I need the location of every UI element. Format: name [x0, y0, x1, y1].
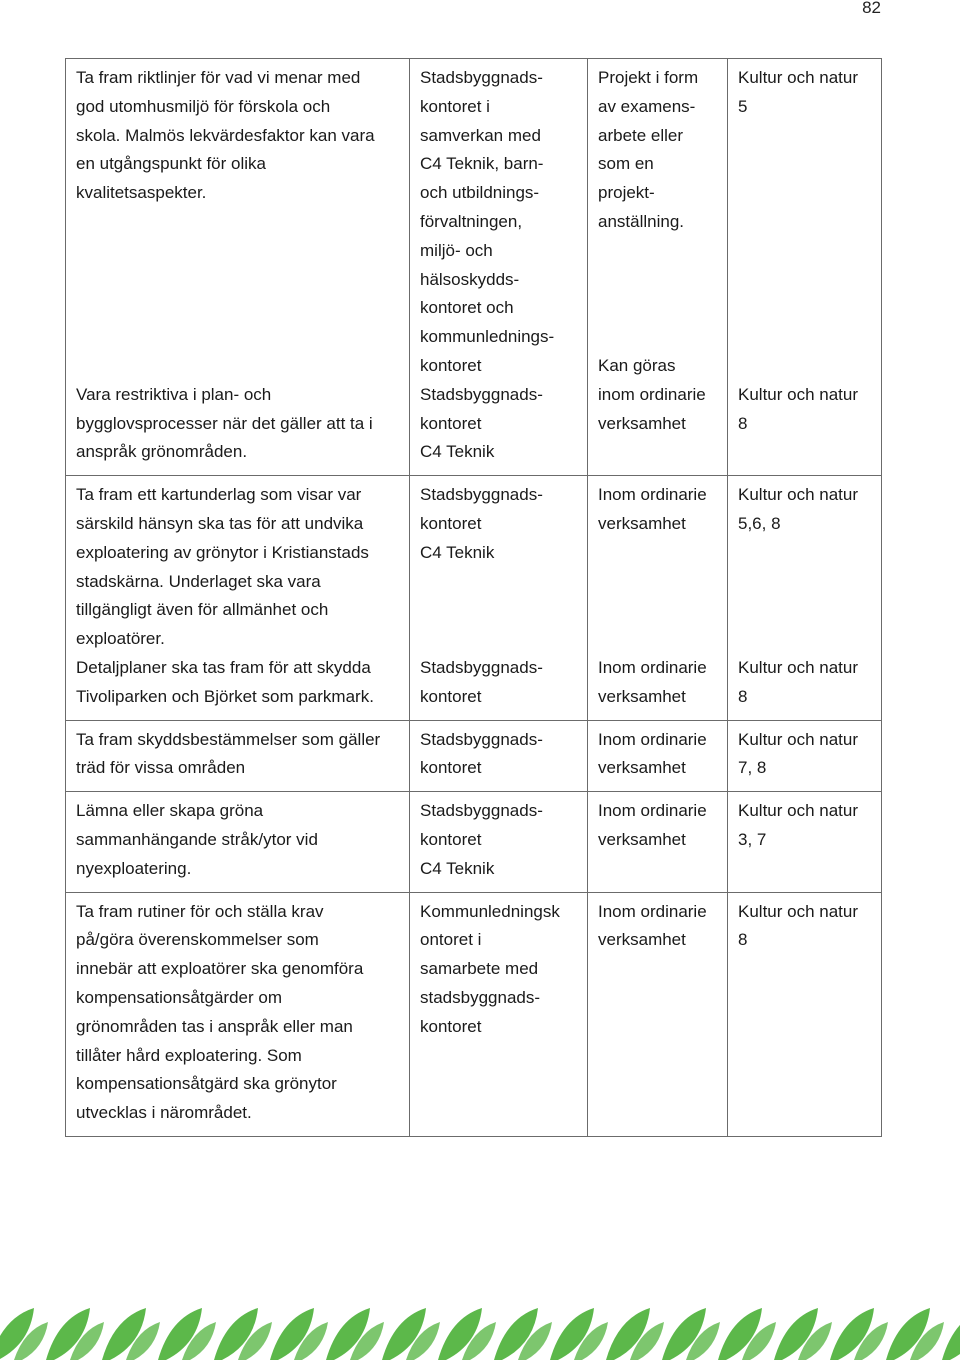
cell-text-line: Detaljplaner ska tas fram för att skydda [76, 657, 371, 677]
leaf-shape [942, 1308, 960, 1360]
cell-text-line [738, 323, 873, 352]
cell-text-line: Ta fram skyddsbestämmelser som gäller [76, 729, 381, 749]
cell-text-line: särskild hänsyn ska tas för att undvika [76, 513, 364, 533]
cell-text-line: kontoret [420, 513, 482, 533]
cell-text-line: sammanhängande stråk/ytor vid [76, 829, 318, 849]
cell-entry [76, 726, 401, 784]
table-cell [728, 476, 882, 720]
cell-entry [738, 726, 873, 784]
cell-text-line: Stadsbyggnads- [420, 68, 543, 87]
cell-text-line [76, 237, 401, 266]
cell-text-line [76, 266, 401, 295]
cell-text-line: träd för vissa områden [76, 758, 246, 778]
cell-text-line [598, 596, 719, 625]
cell-text-line: och utbildnings- [420, 183, 540, 203]
cell-text-line: på/göra överenskommelser som [76, 930, 319, 950]
cell-entry [598, 481, 719, 654]
cell-text-line: projekt- [598, 183, 655, 203]
cell-text-line [598, 237, 719, 266]
cell-text-line: Kultur och natur [738, 68, 859, 87]
cell-text-line: 8 [738, 686, 748, 706]
table-cell [588, 59, 728, 476]
cell-text-line: 5,6, 8 [738, 513, 781, 533]
cell-text-line: verksamhet [598, 930, 686, 950]
cell-entry [420, 797, 579, 883]
table-cell [66, 792, 410, 892]
cell-text-line [598, 539, 719, 568]
cell-text-line: verksamhet [598, 829, 686, 849]
table-row [66, 59, 882, 476]
cell-text-line: grönområden tas i anspråk eller man [76, 1016, 353, 1036]
cell-text-line: anställning. [598, 211, 685, 231]
cell-entry [738, 64, 873, 122]
cell-entry [738, 797, 873, 855]
cell-entry [76, 654, 401, 712]
table-cell [588, 476, 728, 720]
cell-text-line: exploatörer. [76, 629, 165, 649]
cell-text-line: miljö- och [420, 240, 493, 260]
cell-text-line: Stadsbyggnads- [420, 657, 543, 677]
cell-entry [76, 481, 401, 654]
cell-text-line: tillgängligt även för allmänhet och [76, 600, 329, 620]
cell-entry [420, 898, 579, 1042]
cell-text-line: samverkan med [420, 125, 541, 145]
table-cell [588, 892, 728, 1136]
table-body [66, 59, 882, 1137]
cell-text-line [598, 266, 719, 295]
cell-text-line [738, 568, 873, 597]
table-row [66, 720, 882, 792]
cell-text-line: förvaltningen, [420, 211, 523, 231]
cell-text-line: kontoret [420, 758, 482, 778]
table-row [66, 792, 882, 892]
cell-text-line: Ta fram riktlinjer för vad vi menar med [76, 68, 361, 87]
cell-text-line: verksamhet [598, 513, 686, 533]
cell-entry [598, 237, 719, 439]
cell-text-line: C4 Teknik, barn- [420, 154, 544, 174]
cell-entry [598, 898, 719, 956]
table-cell [588, 792, 728, 892]
cell-text-line [76, 323, 401, 352]
cell-entry [598, 797, 719, 855]
table-cell [410, 476, 588, 720]
cell-text-line [738, 237, 873, 266]
cell-text-line: en utgångspunkt för olika [76, 154, 266, 174]
cell-entry [76, 64, 401, 208]
table-cell [66, 892, 410, 1136]
cell-entry [738, 481, 873, 654]
cell-text-line: av examens- [598, 96, 696, 116]
cell-text-line: verksamhet [598, 686, 686, 706]
cell-text-line: innebär att exploatörer ska genomföra [76, 959, 364, 979]
cell-entry [420, 654, 579, 712]
table-cell [410, 892, 588, 1136]
cell-text-line: 8 [738, 413, 748, 433]
cell-text-line: Kultur och natur [738, 657, 859, 677]
cell-text-line: samarbete med [420, 959, 539, 979]
cell-text-line [598, 568, 719, 597]
cell-entry [420, 726, 579, 784]
cell-text-line: Kultur och natur [738, 801, 859, 821]
cell-entry [738, 122, 873, 439]
table-cell [410, 720, 588, 792]
table-cell [588, 720, 728, 792]
cell-text-line: kvalitetsaspekter. [76, 183, 207, 203]
cell-text-line: C4 Teknik [420, 858, 495, 878]
cell-text-line: bygglovsprocesser när det gäller att ta i [76, 413, 373, 433]
cell-text-line: inom ordinarie [598, 384, 706, 404]
cell-text-line: Kultur och natur [738, 384, 859, 404]
cell-text-line [420, 596, 579, 625]
cell-text-line: kontoret i [420, 96, 490, 116]
cell-text-line: 3, 7 [738, 829, 767, 849]
cell-entry [420, 481, 579, 654]
action-table [65, 58, 882, 1137]
cell-text-line: Tivoliparken och Björket som parkmark. [76, 686, 374, 706]
cell-entry [76, 898, 401, 1128]
cell-text-line: kontoret och [420, 298, 514, 318]
cell-text-line [738, 539, 873, 568]
table-cell [66, 59, 410, 476]
cell-text-line: 8 [738, 930, 748, 950]
footer-decoration [0, 1304, 960, 1360]
cell-text-line: nyexploatering. [76, 858, 192, 878]
cell-text-line: Inom ordinarie [598, 901, 707, 921]
cell-text-line: Kan göras [598, 355, 676, 375]
cell-text-line [738, 266, 873, 295]
cell-text-line [420, 625, 579, 654]
cell-text-line: Projekt i form [598, 68, 699, 87]
cell-text-line: tillåter hård exploatering. Som [76, 1045, 302, 1065]
cell-entry [420, 381, 579, 467]
table-cell [728, 892, 882, 1136]
table-cell [728, 720, 882, 792]
cell-entry [738, 654, 873, 712]
cell-text-line: kompensationsåtgärder om [76, 987, 283, 1007]
cell-text-line [738, 352, 873, 381]
cell-text-line: skola. Malmös lekvärdesfaktor kan vara [76, 125, 375, 145]
cell-text-line: kontoret [420, 829, 482, 849]
cell-text-line: Kultur och natur [738, 485, 859, 505]
cell-text-line: Kultur och natur [738, 901, 859, 921]
cell-text-line: Kommunledningsk [420, 901, 560, 921]
cell-text-line: kontoret [420, 686, 482, 706]
cell-text-line: Stadsbyggnads- [420, 729, 543, 749]
cell-text-line [738, 122, 873, 151]
cell-text-line: verksamhet [598, 413, 686, 433]
table-cell [410, 792, 588, 892]
cell-text-line: arbete eller [598, 125, 684, 145]
cell-text-line: Inom ordinarie [598, 485, 707, 505]
green-leaf-border-graphic [0, 1304, 960, 1360]
cell-text-line [76, 352, 401, 381]
cell-text-line: anspråk grönområden. [76, 442, 248, 462]
cell-text-line: Inom ordinarie [598, 657, 707, 677]
cell-text-line [738, 625, 873, 654]
cell-entry [598, 654, 719, 712]
cell-entry [738, 898, 873, 956]
cell-text-line: stadsbyggnads- [420, 987, 541, 1007]
table-cell [66, 476, 410, 720]
cell-text-line: verksamhet [598, 758, 686, 778]
table-row [66, 892, 882, 1136]
cell-text-line [76, 208, 401, 237]
cell-text-line [738, 179, 873, 208]
cell-entry [598, 64, 719, 237]
cell-entry [598, 726, 719, 784]
cell-text-line: 5 [738, 96, 748, 116]
cell-text-line: 7, 8 [738, 758, 767, 778]
cell-text-line: kontoret [420, 1016, 482, 1036]
cell-text-line: ontoret i [420, 930, 482, 950]
cell-text-line: Inom ordinarie [598, 729, 707, 749]
cell-entry [76, 208, 401, 467]
cell-text-line [738, 596, 873, 625]
cell-text-line [598, 625, 719, 654]
cell-text-line: Inom ordinarie [598, 801, 707, 821]
cell-text-line: kontoret [420, 413, 482, 433]
cell-text-line [738, 294, 873, 323]
cell-text-line: Kultur och natur [738, 729, 859, 749]
cell-text-line [598, 294, 719, 323]
cell-text-line: Ta fram rutiner för och ställa krav [76, 901, 324, 921]
cell-text-line: kompensationsåtgärd ska grönytor [76, 1074, 337, 1094]
cell-text-line: Stadsbyggnads- [420, 384, 543, 404]
cell-text-line: utvecklas i närområdet. [76, 1103, 252, 1123]
cell-text-line: kontoret [420, 355, 482, 375]
cell-text-line: god utomhusmiljö för förskola och [76, 96, 331, 116]
cell-text-line: som en [598, 154, 654, 174]
cell-text-line: kommunlednings- [420, 327, 555, 347]
cell-entry [76, 797, 401, 883]
table-cell [728, 59, 882, 476]
cell-text-line: stadskärna. Underlaget ska vara [76, 571, 321, 591]
cell-text-line: Lämna eller skapa gröna [76, 801, 264, 821]
cell-text-line [738, 150, 873, 179]
cell-text-line: Stadsbyggnads- [420, 485, 543, 505]
cell-text-line: C4 Teknik [420, 442, 495, 462]
cell-text-line: C4 Teknik [420, 542, 495, 562]
cell-text-line [76, 294, 401, 323]
cell-text-line: Stadsbyggnads- [420, 801, 543, 821]
table-cell [66, 720, 410, 792]
cell-text-line [420, 568, 579, 597]
table-cell [410, 59, 588, 476]
cell-text-line: Ta fram ett kartunderlag som visar var [76, 485, 362, 505]
cell-text-line: exploatering av grönytor i Kristianstads [76, 542, 369, 562]
cell-text-line [738, 208, 873, 237]
cell-text-line: Vara restriktiva i plan- och [76, 384, 272, 404]
cell-entry [420, 64, 579, 381]
table-cell [728, 792, 882, 892]
cell-text-line [598, 323, 719, 352]
cell-text-line: hälsoskydds- [420, 269, 520, 289]
table-row [66, 476, 882, 720]
page-number: 82 [862, 0, 881, 17]
